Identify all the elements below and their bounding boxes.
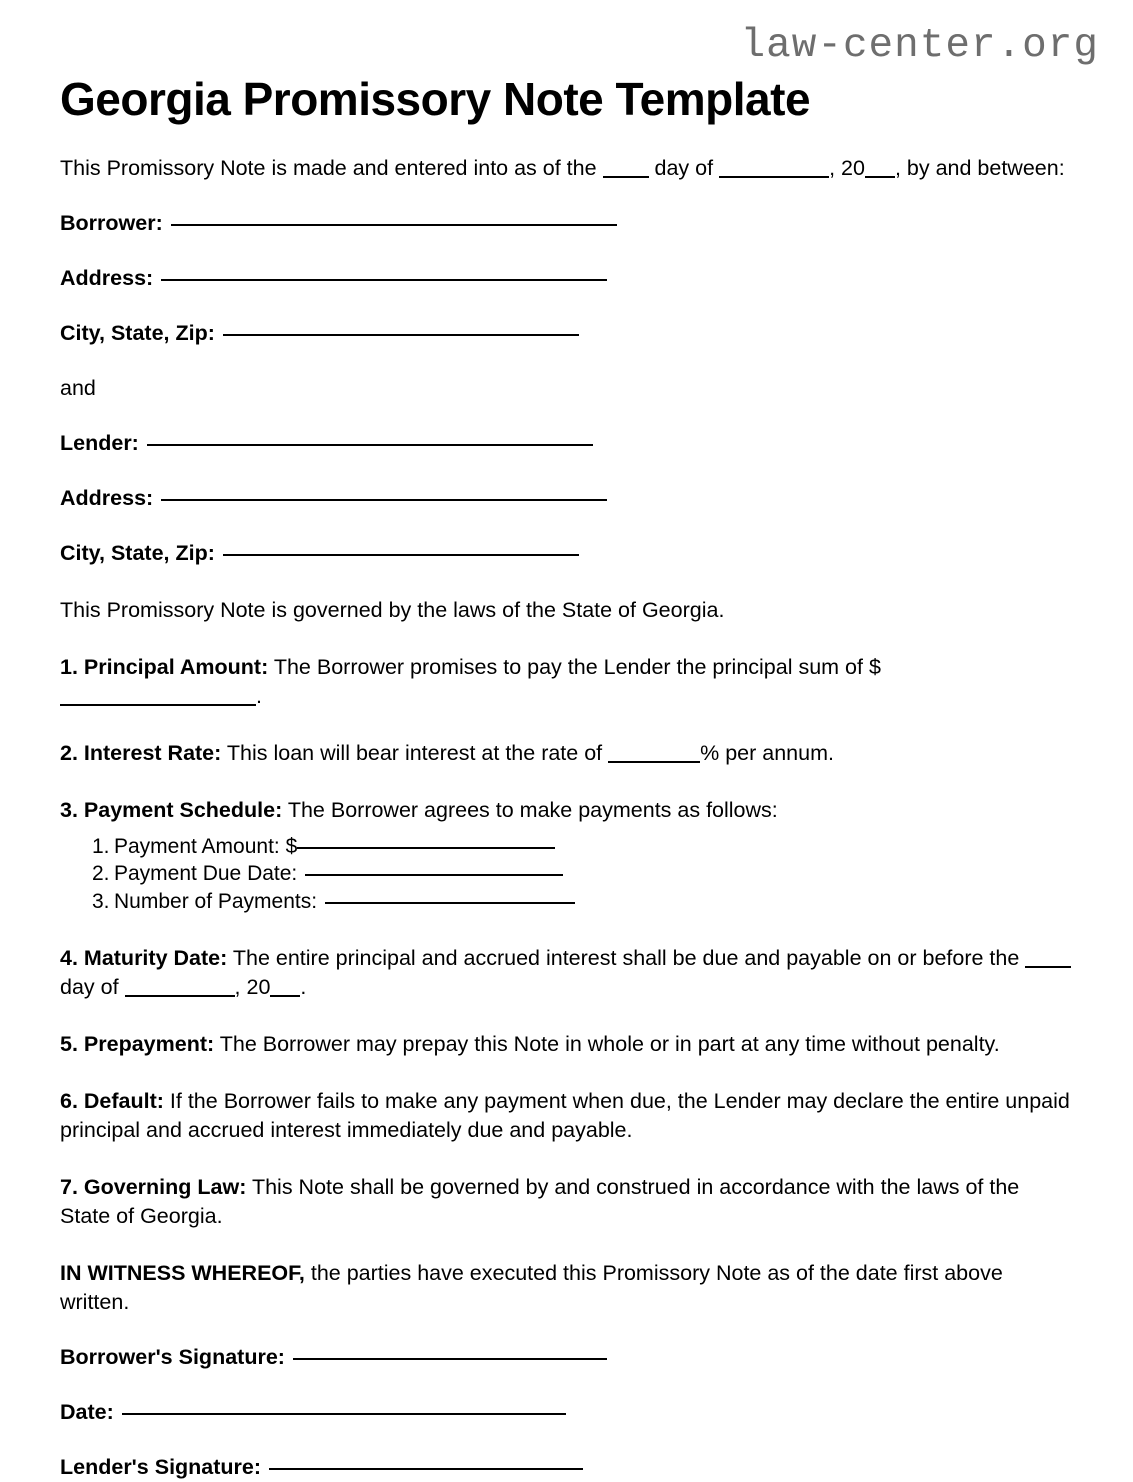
section-4-heading: 4. Maturity Date: — [60, 945, 228, 970]
list-item — [60, 833, 1072, 861]
intro-year-blank — [865, 176, 895, 178]
section-6-heading: 6. Default: — [60, 1088, 164, 1113]
witness-clause-bold: IN WITNESS WHEREOF, — [60, 1260, 305, 1285]
section-4-day-blank[interactable] — [1025, 966, 1071, 968]
section-1-body-before: The Borrower promises to pay the Lender the principal sum of $ — [268, 654, 881, 679]
page-title: Georgia Promissory Note Template — [60, 73, 811, 125]
field-date-blank[interactable] — [122, 1413, 566, 1415]
field-borrower-signature — [60, 1317, 1072, 1372]
field-borrower-city — [60, 293, 1072, 348]
section-6-default — [60, 1059, 1072, 1145]
intro-text-1: This Promissory Note is made and entered into as of the — [60, 155, 603, 180]
list-item — [60, 888, 1072, 916]
section-2-heading: 2. Interest Rate: — [60, 740, 222, 765]
governing-statement: This Promissory Note is governed by the laws of the State of Georgia. — [60, 597, 725, 622]
section-1-principal-amount — [60, 625, 1072, 711]
field-lender-city — [60, 513, 1072, 568]
field-borrower-address-blank[interactable] — [161, 279, 607, 281]
payment-due-date-blank[interactable] — [305, 874, 563, 876]
section-2-body-after: % per annum. — [700, 740, 834, 765]
field-lender-signature-label: Lender's Signature: — [60, 1455, 262, 1480]
intro-day-blank — [603, 176, 649, 178]
section-5-body: The Borrower may prepay this Note in whole or in part at any time without penalty. — [214, 1031, 1000, 1056]
witness-clause — [60, 1231, 1072, 1317]
section-2-rate-blank[interactable] — [608, 761, 700, 763]
section-4-year-blank[interactable] — [270, 995, 300, 997]
section-7-heading: 7. Governing Law: — [60, 1174, 247, 1199]
payment-amount-blank[interactable] — [297, 847, 555, 849]
payment-schedule-list — [60, 825, 1072, 916]
document-content — [60, 0, 1072, 1482]
witness-clause-rest: the parties have executed this Promissory Note as of the date first above written. — [60, 1260, 1003, 1314]
section-2-body-before: This loan will bear interest at the rate of — [221, 740, 609, 765]
section-4-body-mid2: , 20 — [234, 974, 271, 999]
field-lender-address — [60, 458, 1072, 513]
field-borrower-city-blank[interactable] — [223, 334, 579, 336]
field-lender-signature-blank[interactable] — [269, 1468, 583, 1470]
field-borrower-city-label: City, State, Zip: — [60, 320, 215, 345]
list-item — [60, 860, 1072, 888]
field-lender-signature — [60, 1427, 1072, 1482]
section-2-interest-rate — [60, 711, 1072, 768]
section-4-month-blank[interactable] — [125, 995, 235, 997]
field-borrower-signature-blank[interactable] — [293, 1358, 607, 1360]
section-4-body-after: . — [300, 974, 307, 999]
field-lender-label: Lender: — [60, 430, 139, 455]
section-7-body: This Note shall be governed by and construed in accordance with the laws of the State of Georgia. — [60, 1174, 1020, 1228]
field-lender-city-label: City, State, Zip: — [60, 540, 215, 565]
field-lender-city-blank[interactable] — [223, 554, 579, 556]
payment-item-2-label: Payment Due Date: — [114, 862, 298, 886]
section-3-heading: 3. Payment Schedule: — [60, 797, 283, 822]
section-4-body-before: The entire principal and accrued interest shall be due and payable on or before the — [227, 945, 1026, 970]
section-1-body-after: . — [256, 683, 262, 708]
field-lender-blank[interactable] — [147, 444, 593, 446]
payment-item-1-number: 1. — [92, 834, 110, 858]
section-1-amount-blank[interactable] — [60, 704, 256, 706]
intro-paragraph — [60, 126, 1072, 183]
intro-text-4: , by and between: — [894, 155, 1065, 180]
section-4-maturity-date — [60, 916, 1072, 1002]
field-date — [60, 1372, 1072, 1427]
field-borrower-address-label: Address: — [60, 265, 154, 290]
section-5-heading: 5. Prepayment: — [60, 1031, 215, 1056]
field-borrower — [60, 183, 1072, 238]
section-3-body-before: The Borrower agrees to make payments as follows: — [282, 797, 778, 822]
field-lender — [60, 403, 1072, 458]
payment-item-3-label: Number of Payments: — [114, 890, 318, 914]
payment-item-3-number: 3. — [92, 890, 110, 914]
payment-item-1-label: Payment Amount: $ — [114, 834, 298, 858]
number-of-payments-blank[interactable] — [325, 902, 575, 904]
conjunction-and: and — [60, 375, 96, 400]
field-lender-address-blank[interactable] — [161, 499, 607, 501]
intro-month-blank — [719, 176, 829, 178]
section-5-prepayment — [60, 1002, 1072, 1059]
intro-text-2: day of — [648, 155, 720, 180]
section-3-payment-schedule — [60, 768, 1072, 825]
intro-text-3: , 20 — [829, 155, 865, 180]
field-date-label: Date: — [60, 1400, 114, 1425]
section-6-body: If the Borrower fails to make any payment when due, the Lender may declare the entire unpaid principal and accrued interest immediately due and payable. — [60, 1088, 1070, 1142]
field-borrower-label: Borrower: — [60, 210, 163, 235]
section-1-heading: 1. Principal Amount: — [60, 654, 269, 679]
field-borrower-signature-label: Borrower's Signature: — [60, 1345, 285, 1370]
section-4-body-mid: day of — [60, 974, 125, 999]
site-watermark: law-center.org — [740, 23, 1099, 69]
field-borrower-blank[interactable] — [171, 224, 617, 226]
section-7-governing-law — [60, 1145, 1072, 1231]
field-lender-address-label: Address: — [60, 485, 154, 510]
field-borrower-address — [60, 238, 1072, 293]
payment-item-2-number: 2. — [92, 862, 110, 886]
